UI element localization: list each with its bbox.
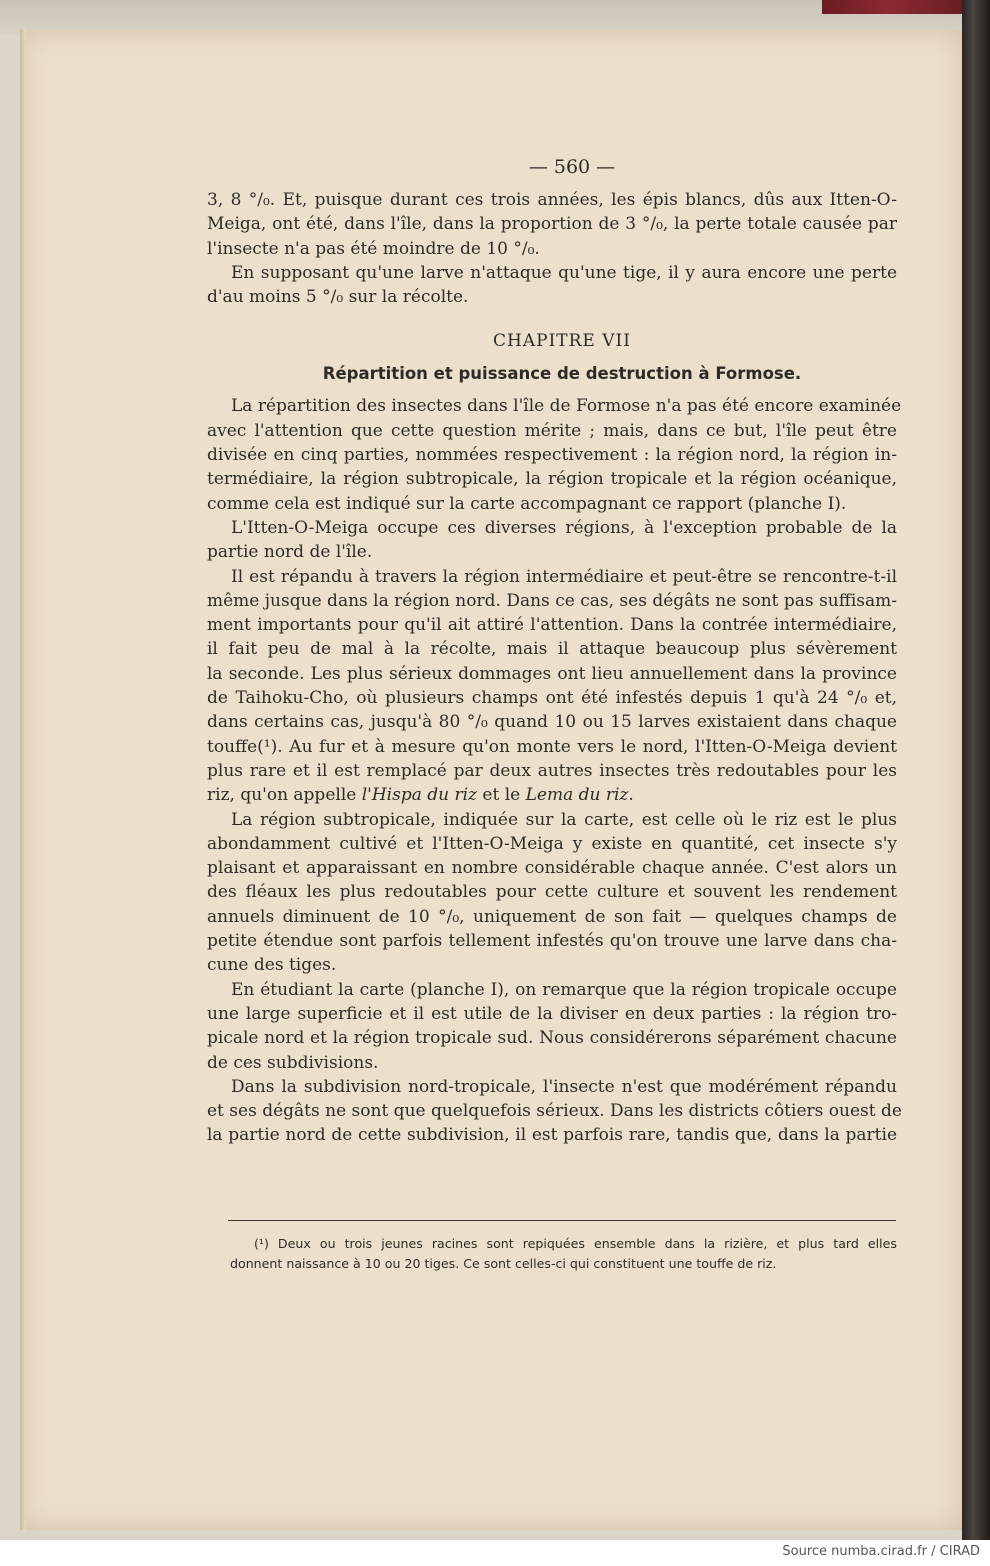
text-line: et ses dégâts ne sont que quelquefois sérieux. Dans les districts côtiers ouest de xyxy=(207,1101,902,1122)
text-line: la seconde. Les plus sérieux dommages ont lieu annuellement dans la province xyxy=(207,663,897,684)
text-line: avec l'attention que cette question mérite ; mais, dans ce but, l'île peut être xyxy=(207,420,897,441)
footnote xyxy=(230,1234,897,1274)
text-line: petite étendue sont parfois tellement infestés qu'on trouve une larve dans cha- xyxy=(207,931,897,952)
paragraph xyxy=(207,808,897,978)
text-run: riz, qu'on appelle xyxy=(207,785,362,806)
text-line: même jusque dans la région nord. Dans ce cas, ses dégâts ne sont pas suffisam- xyxy=(207,590,897,611)
page-edge xyxy=(20,30,26,1530)
text-line: divisée en cinq parties, nommées respectivement : la région nord, la région in- xyxy=(207,445,897,466)
page-number: — 560 — xyxy=(528,156,616,178)
page-text xyxy=(207,152,902,1148)
text-line: En étudiant la carte (planche I), on remarque que la région tropicale occupe xyxy=(231,979,897,1000)
text-line: abondamment cultivé et l'Itten-O-Meiga y existe en quantité, cet insecte s'y xyxy=(207,833,897,854)
text-line: comme cela est indiqué sur la carte accompagnant ce rapport (planche I). xyxy=(207,493,847,514)
italic-term: l'Hispa du riz xyxy=(361,785,477,806)
paragraph xyxy=(207,1075,902,1148)
text-line: touffe(¹). Au fur et à mesure qu'on monte vers le nord, l'Itten-O-Meiga devient xyxy=(207,736,897,757)
text-line: dans certains cas, jusqu'à 80 °/₀ quand 10 ou 15 larves existaient dans chaque xyxy=(207,712,897,733)
text-line: une large superficie et il est utile de la diviser en deux parties : la région tro- xyxy=(207,1003,897,1024)
text-line: de Taihoku-Cho, où plusieurs champs ont été infestés depuis 1 qu'à 24 °/₀ et, xyxy=(207,688,897,709)
text-line xyxy=(207,783,897,807)
intro-paragraph xyxy=(207,188,897,309)
text-line: cune des tiges. xyxy=(207,955,337,976)
text-line: des fléaux les plus redoutables pour cette culture et souvent les rendement xyxy=(207,882,897,903)
text-line: L'Itten-O-Meiga occupe ces diverses régions, à l'exception probable de la xyxy=(231,517,897,538)
text-line: l'insecte n'a pas été moindre de 10 °/₀. xyxy=(207,238,540,259)
text-line: Meiga, ont été, dans l'île, dans la proportion de 3 °/₀, la perte totale causée par xyxy=(207,214,897,235)
text-line: ment importants pour qu'il ait attiré l'attention. Dans la contrée intermédiaire, xyxy=(207,615,897,636)
paragraph xyxy=(207,394,902,515)
text-run: et le xyxy=(477,785,526,806)
text-line: termédiaire, la région subtropicale, la région tropicale et la région océanique, xyxy=(207,469,897,490)
text-line: partie nord de l'île. xyxy=(207,542,373,563)
footnote-line: (¹) Deux ou trois jeunes racines sont repiquées ensemble dans la rizière, et plus tard elles xyxy=(254,1236,897,1251)
footnote-line: donnent naissance à 10 ou 20 tiges. Ce sont celles-ci qui constituent une touffe de riz. xyxy=(230,1256,777,1271)
paragraph xyxy=(207,516,897,565)
text-line: de ces subdivisions. xyxy=(207,1052,379,1073)
text-run: . xyxy=(628,785,634,806)
text-line: plaisant et apparaissant en nombre considérable chaque année. C'est alors un xyxy=(207,858,897,879)
chapter-heading: CHAPITRE VII xyxy=(493,331,631,352)
book-spine xyxy=(962,0,990,1540)
footnote-divider xyxy=(228,1220,896,1221)
text-line: plus rare et il est remplacé par deux autres insectes très redoutables pour les xyxy=(207,760,897,781)
text-line: La répartition des insectes dans l'île de Formose n'a pas été encore examinée xyxy=(231,396,902,417)
text-line: En supposant qu'une larve n'attaque qu'une tige, il y aura encore une perte xyxy=(231,262,897,283)
italic-term: Lema du riz xyxy=(525,785,629,806)
paragraph xyxy=(207,978,897,1075)
text-line: il fait peu de mal à la récolte, mais il attaque beaucoup plus sévèrement xyxy=(207,639,897,660)
text-line: La région subtropicale, indiquée sur la carte, est celle où le riz est le plus xyxy=(231,809,897,830)
text-line: picale nord et la région tropicale sud. Nous considérerons séparément chacune xyxy=(207,1028,897,1049)
section-heading: Répartition et puissance de destruction à Formose. xyxy=(322,364,802,384)
text-line: Dans la subdivision nord-tropicale, l'insecte n'est que modérément répandu xyxy=(231,1076,897,1097)
text-line: 3, 8 °/₀. Et, puisque durant ces trois années, les épis blancs, dûs aux Itten-O- xyxy=(207,190,897,210)
text-line: annuels diminuent de 10 °/₀, uniquement de son fait — quelques champs de xyxy=(207,906,897,927)
paragraph xyxy=(207,565,897,808)
text-line: d'au moins 5 °/₀ sur la récolte. xyxy=(207,287,469,308)
source-credit: Source numba.cirad.fr / CIRAD xyxy=(782,1544,980,1559)
text-line: la partie nord de cette subdivision, il est parfois rare, tandis que, dans la partie xyxy=(207,1125,897,1146)
text-line: Il est répandu à travers la région intermédiaire et peut-être se rencontre-t-il xyxy=(231,566,897,587)
